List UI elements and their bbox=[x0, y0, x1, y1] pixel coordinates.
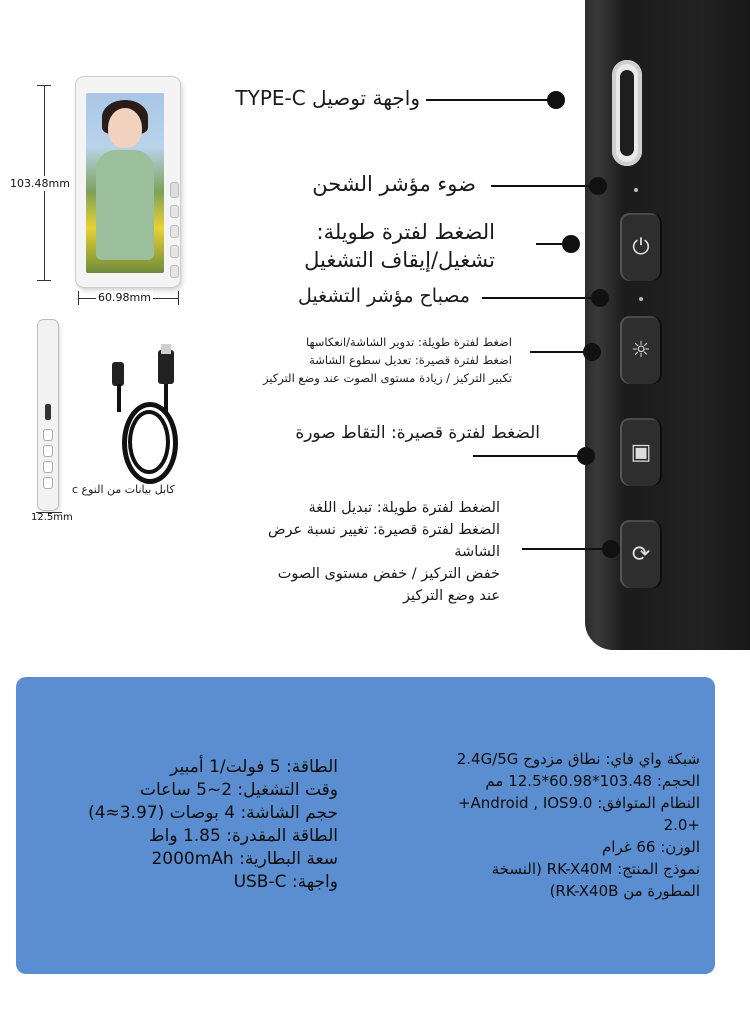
label-language-line3: الشاشة bbox=[454, 544, 500, 560]
callout-line-type-c bbox=[426, 99, 556, 101]
cable-illustration bbox=[108, 350, 188, 480]
label-language-line2: الضغط لفترة قصيرة: تغيير نسبة عرض bbox=[268, 522, 500, 538]
front-button-4 bbox=[171, 266, 178, 277]
cable-plug-usb-a bbox=[158, 350, 174, 384]
cable-coil-2 bbox=[128, 410, 170, 474]
front-button-1 bbox=[171, 206, 178, 217]
cable-label: كابل بيانات من النوع c bbox=[72, 483, 175, 496]
spec-power: الطاقة: 5 فولت/1 أمبير bbox=[170, 757, 338, 777]
height-dimension: 103.48mm bbox=[10, 177, 70, 190]
spec-size: الحجم: 103.48*60.98*12.5 مم bbox=[485, 772, 700, 790]
cable-wire-left bbox=[117, 384, 121, 412]
side-button-1 bbox=[44, 430, 52, 440]
side-port bbox=[45, 404, 51, 420]
spec-model-cont: المطورة من RK-X40B) bbox=[549, 882, 700, 900]
callout-dot-brightness bbox=[583, 343, 601, 361]
spec-compat: النظام المتوافق: Android , IOS9.0+ bbox=[457, 794, 700, 812]
callout-dot-language bbox=[602, 540, 620, 558]
callout-line-power-led bbox=[482, 297, 598, 299]
brightness-button[interactable] bbox=[620, 316, 662, 384]
spec-wifi: شبكة واي فاي: نطاق مزدوج 2.4G/5G bbox=[456, 750, 700, 768]
callout-dot-capture bbox=[577, 447, 595, 465]
power-button[interactable] bbox=[620, 213, 662, 281]
charge-led bbox=[634, 188, 638, 192]
width-dim-cap-right bbox=[178, 291, 179, 305]
camera-icon: ▣ bbox=[630, 439, 652, 465]
callout-line-capture bbox=[473, 455, 585, 457]
label-power-indicator: مصباح مؤشر التشغيل bbox=[298, 285, 470, 307]
photo-dress bbox=[96, 150, 154, 260]
spec-model: نموذج المنتج: RK-X40M (النسخة bbox=[491, 860, 700, 878]
swap-icon: ⟳ bbox=[631, 541, 651, 567]
language-button[interactable] bbox=[620, 520, 662, 588]
front-port bbox=[171, 183, 178, 197]
label-brightness-line3: تكبير التركيز / زيادة مستوى الصوت عند وضع التركيز bbox=[262, 371, 512, 385]
height-dim-cap-top bbox=[37, 85, 51, 86]
width-dim-cap-left bbox=[78, 291, 79, 305]
label-power-line1: الضغط لفترة طويلة: bbox=[316, 220, 495, 244]
label-brightness-line2: اضغط لفترة قصيرة: تعديل سطوع الشاشة bbox=[309, 353, 512, 367]
sun-icon: ☼ bbox=[631, 337, 651, 363]
power-led bbox=[639, 297, 643, 301]
side-button-4 bbox=[44, 478, 52, 488]
thickness-dimension: 12.5mm bbox=[31, 512, 73, 523]
callout-dot-charge bbox=[589, 177, 607, 195]
spec-compat-cont: +2.0 bbox=[663, 816, 700, 834]
spec-battery: سعة البطارية: 2000mAh bbox=[151, 849, 338, 869]
label-language-line1: الضغط لفترة طويلة: تبديل اللغة bbox=[308, 500, 500, 516]
power-icon: ⏻ bbox=[632, 234, 650, 260]
callout-dot-type-c bbox=[547, 91, 565, 109]
side-button-2 bbox=[44, 446, 52, 456]
front-button-2 bbox=[171, 226, 178, 237]
side-button-3 bbox=[44, 462, 52, 472]
cable-plug-usb-c bbox=[112, 362, 124, 386]
photo-face bbox=[108, 108, 142, 148]
capture-button[interactable] bbox=[620, 418, 662, 486]
label-capture: الضغط لفترة قصيرة: التقاط صورة bbox=[295, 423, 540, 443]
cable-wire-right bbox=[164, 384, 168, 414]
cable-plug-usb-a-metal bbox=[161, 344, 171, 354]
front-button-3 bbox=[171, 246, 178, 257]
width-dimension: 60.98mm bbox=[98, 291, 151, 304]
spec-rated-power: الطاقة المقدرة: 1.85 واط bbox=[148, 826, 338, 846]
height-dim-cap-bottom bbox=[37, 280, 51, 281]
spec-screen-size: حجم الشاشة: 4 بوصات (3.97≈4) bbox=[88, 803, 338, 823]
specs-right-column bbox=[16, 756, 338, 894]
spec-weight: الوزن: 66 غرام bbox=[601, 838, 700, 856]
callout-line-language bbox=[522, 548, 612, 550]
type-c-port-slot bbox=[620, 70, 634, 156]
label-power-line2: تشغيل/إيقاف التشغيل bbox=[304, 248, 495, 272]
label-brightness-line1: اضغط لفترة طويلة: تدوير الشاشة/انعكاسها bbox=[305, 335, 512, 349]
label-language-line4: خفض التركيز / خفض مستوى الصوت bbox=[277, 566, 500, 582]
label-charge-light: ضوء مؤشر الشحن bbox=[312, 172, 476, 196]
spec-runtime: وقت التشغيل: 2~5 ساعات bbox=[139, 780, 338, 800]
callout-dot-power bbox=[562, 235, 580, 253]
spec-interface: واجهة: USB-C bbox=[233, 872, 338, 892]
label-type-c: واجهة توصيل TYPE-C bbox=[235, 86, 420, 110]
label-language-line5: عند وضع التركيز bbox=[403, 588, 500, 604]
callout-line-charge bbox=[491, 185, 597, 187]
specs-left-column bbox=[382, 748, 700, 902]
callout-dot-power-led bbox=[591, 289, 609, 307]
